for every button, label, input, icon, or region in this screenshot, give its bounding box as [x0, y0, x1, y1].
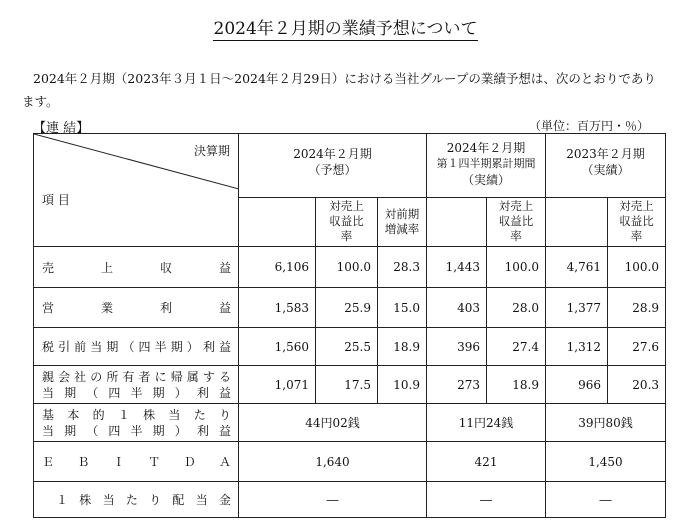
row-dividend — [34, 482, 666, 518]
cell-value: 11円24銭 — [427, 404, 546, 442]
cell-value: 44円02銭 — [239, 404, 427, 442]
cell-value: 27.6 — [608, 328, 666, 366]
cell-value: 396 — [427, 328, 487, 366]
row-ebitda — [34, 442, 666, 482]
cell-value: 1,640 — [239, 442, 427, 482]
cell-value: 100.0 — [487, 247, 546, 288]
cell-value: 966 — [546, 366, 608, 404]
row-eps — [34, 404, 666, 442]
cell-value: 39円80銭 — [546, 404, 666, 442]
cell-value: 28.9 — [608, 288, 666, 328]
cell-value: ― — [427, 482, 546, 518]
row-label: 売上収益 — [34, 247, 239, 288]
subheader-blank — [546, 197, 608, 246]
row-label: 税引前当期（四半期）利益 — [34, 328, 239, 366]
cell-value: 15.0 — [378, 288, 427, 328]
subheader-ratio-1: 対売上 収益比 率 — [316, 197, 378, 246]
header-row-1 — [34, 134, 666, 198]
row-label: 営業利益 — [34, 288, 239, 328]
cell-value: 421 — [427, 442, 546, 482]
cell-value: 4,761 — [546, 247, 608, 288]
corner-item-label: 項 目 — [42, 193, 70, 207]
cell-value: 1,443 — [427, 247, 487, 288]
corner-cell — [34, 134, 239, 247]
row-label: １株当たり配当金 — [34, 482, 239, 518]
cell-value: 18.9 — [487, 366, 546, 404]
section-label: 【連 結】 — [33, 121, 90, 136]
cell-value: 25.5 — [316, 328, 378, 366]
cell-value: 6,106 — [239, 247, 316, 288]
cell-value: 1,583 — [239, 288, 316, 328]
row-revenue — [34, 247, 666, 288]
results-table — [33, 133, 666, 518]
cell-value: ― — [546, 482, 666, 518]
cell-value: 17.5 — [316, 366, 378, 404]
cell-value: 10.9 — [378, 366, 427, 404]
cell-value: 100.0 — [608, 247, 666, 288]
subheader-blank — [427, 197, 487, 246]
cell-value: 1,071 — [239, 366, 316, 404]
row-operating-profit — [34, 288, 666, 328]
cell-value: 273 — [427, 366, 487, 404]
unit-note: （単位：百万円・％） — [528, 119, 649, 133]
subheader-blank — [239, 197, 316, 246]
row-pretax-profit — [34, 328, 666, 366]
cell-value: 20.3 — [608, 366, 666, 404]
cell-value: 1,560 — [239, 328, 316, 366]
subheader-ratio-3: 対売上 収益比 率 — [608, 197, 666, 246]
header-fy2024-q1-actual: 2024年２月期 第１四半期累計期間 （実績） — [427, 134, 546, 198]
intro-paragraph: 2024年２月期（2023年３月１日～2024年２月29日）における当社グループの業績予想は、次のとおりであります。 — [22, 71, 656, 109]
header-fy2023-actual: 2023年２月期 （実績） — [546, 134, 666, 198]
cell-value: 1,312 — [546, 328, 608, 366]
cell-value: 28.0 — [487, 288, 546, 328]
cell-value: 100.0 — [316, 247, 378, 288]
cell-value: 1,377 — [546, 288, 608, 328]
header-fy2024-forecast: 2024年２月期 （予想） — [239, 134, 427, 198]
cell-value: 28.3 — [378, 247, 427, 288]
cell-value: 1,450 — [546, 442, 666, 482]
row-label: ＥＢＩＴＤＡ — [34, 442, 239, 482]
row-net-profit-owners — [34, 366, 666, 404]
cell-value: 25.9 — [316, 288, 378, 328]
row-label: 基本的１株当たり 当期（四半期）利益 — [34, 404, 239, 442]
subheader-yoy: 対前期 増減率 — [378, 197, 427, 246]
cell-value: 27.4 — [487, 328, 546, 366]
corner-period-label: 決算期 — [193, 144, 230, 158]
cell-value: ― — [239, 482, 427, 518]
cell-value: 18.9 — [378, 328, 427, 366]
subheader-ratio-2: 対売上 収益比 率 — [487, 197, 546, 246]
row-label: 親会社の所有者に帰属する 当期（四半期）利益 — [34, 366, 239, 404]
document-title: 2024年２月期の業績予想について — [213, 19, 478, 39]
cell-value: 403 — [427, 288, 487, 328]
